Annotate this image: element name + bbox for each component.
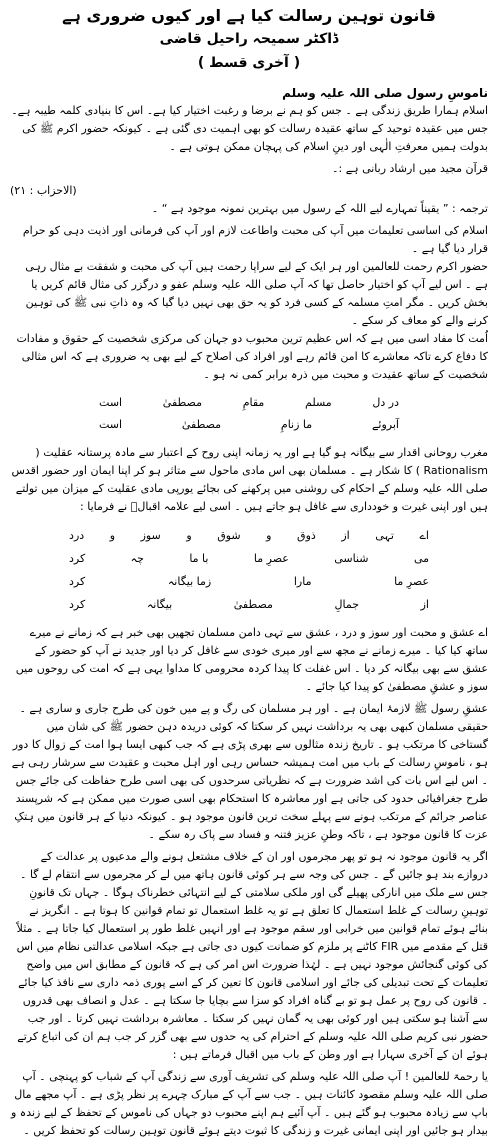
poem-word: بیگانہ	[146, 598, 173, 611]
paragraph: اے عشق و محبت اور سوز و درد ، عشق سے تہی دامن مسلمان تجھیں بھی خبر ہے کہ زمانے نے میرے ساتھ کیا کیا ۔ میرے زمانے نے مجھ سے اور میری خودی سے غافل کر دیا اور جدید نے آپ کو حضور کے عشق سے بھی بیگانہ کر دیا ۔ اس غفلت کا پیدا کردہ محرومی کا مداوا یہی ہے کہ امت کی روحوں میں سوز و عشقِ مصطفیٰ کو پیدا کیا جائے ۔	[15, 626, 488, 693]
paragraph: قرآن مجید میں ارشاد ربانی ہے :۔	[332, 162, 488, 175]
poem-word: و	[186, 529, 192, 542]
paragraph: مغرب روحانی اقدار سے بیگانہ ہو گیا ہے اور یہ زمانہ اپنی روح کے اعتبار سے مادہ پرستانہ عقلیت ( Rationalism ) کا شکار ہے ۔ مسلمان بھی اس مادی ماحول سے متاثر ہو کر اپنا ایمان اور حضور اقدس صلی اللہ علیہ وسلم کے احکام کی روشنی میں پرکھنے کی بجائے یورپی مادی عقلیت کے میزان میں تولتے ہیں اور اپنی غیرت و خودداری سے غافل ہو جاتے ہیں ۔ اسی لیے علامہ اقبالؒ نے فرمایا :	[11, 446, 488, 513]
poem-word: سوز	[140, 529, 161, 542]
poem-word: مارا	[293, 575, 312, 588]
poem-line	[69, 570, 429, 593]
poem-couplet	[99, 392, 399, 436]
poem-line	[69, 593, 429, 616]
poem-word: شوق	[217, 529, 241, 542]
poem-word: جمالِ	[334, 598, 360, 611]
poem-word: مصطفیٰ	[162, 396, 202, 409]
poem-word: مصطفیٰ	[233, 598, 273, 611]
paragraph: اسلام کی اساسی تعلیمات میں آپ کی محبت واطاعت لازم اور آپ کی فرمانی اور اذیت دہی کو حرام قرار دیا گیا ہے ۔	[22, 224, 488, 255]
poem-word: کرد	[69, 598, 86, 611]
paragraph: اسلام ہمارا طریق زندگی ہے ۔ جس کو ہم نے برضا و رغبت اختیار کیا ہے۔ اس کا بنیادی کلمہ طیبہ ہے۔ جس میں عقیدہ توحید کے ساتھ عقیدہ رسالت کو بھی اہمیت دی گئی ہے ۔ کیونکہ حضور اکرم ﷺ کی بدولت ہمیں معرفتِ الٰہی اور دینِ اسلام کی پہچان ممکن ہوتی ہے ۔	[11, 104, 488, 153]
poem-word: کرد	[69, 552, 86, 565]
poem-word: از	[420, 598, 429, 611]
poem-word: چہ	[130, 552, 144, 565]
poem-word: شناسی	[334, 552, 369, 565]
poem-word: با ما	[189, 552, 209, 565]
article-author: ڈاکٹر سمیحہ راحیل قاضی	[159, 31, 339, 47]
poem-word: تہی	[375, 529, 394, 542]
article-part-label: ( آخری قسط )	[197, 55, 301, 71]
poem-word: ما زنامِ	[280, 418, 313, 431]
paragraph: اگر یہ قانون موجود نہ ہو تو پھر مجرموں اور ان کے خلاف مشتعل ہونے والے مدعیوں پر عدالت کے دروازے بند ہو جائیں گے ۔ جس کی وجہ سے ہر کوئی قانون ہاتھ میں لے کر مجرموں سے انتقام لے گا ۔ جس سے ملک میں انارکی پھیلے گی اور ملکی سلامتی کے لیے انتہائی خطرناک ہوگا ۔ جہاں تک قانونِ توہینِ رسالت کے غلط استعمال کا تعلق ہے تو یہ غلط استعمال تو تمام قوانین کا ہوتا ہے ۔ انگریز نے بنائے ہوئے تمام قوانین میں خرابی اور سقم موجود ہے اور انہیں غلط طور پر استعمال کیا جاتا ہے ۔ مثلاً قتل کے مقدمے میں FIR کاٹنے پر ملزم کو ضمانت کیوں دی جاتی ہے جبکہ اسلامی عدالتی نظام میں اس کی کوئی گنجائش موجود نہیں ہے ۔ لہٰذا ضرورت اس امر کی ہے کہ قانون کے مطابق اس میں واضح تعلیمات کے تحت تبدیلی کی جائے اور اسلامی قانون کا تعین کر کے اسے پوری ذمہ داری سے نافذ کیا جائے ۔ قانون کی روح پر عمل ہو تو بے گناہ افراد کو سزا سے بچایا جا سکتا ہے ۔ عدل و انصاف بھی قدروں سے آشنا ہو سکتی ہیں اور کوئی بھی یہ گمان نہیں کر سکتا ۔ معاشرہ برداشت نہیں کرتا ۔ اور جب حضور نبی کریم صلی اللہ علیہ وسلم کے احترام کی یہ حدوں سے بھی گزر کر جب ہم ان کی اتباع کرتے ہوئے ان کے آخری سہارا ہے اور وطن کے باب میں اقبال فرماتے ہیں :	[16, 850, 488, 1061]
poem-word: مصطفیٰ	[181, 418, 222, 431]
poem-word: کرد	[69, 575, 86, 588]
poem-word: عصرِ ما	[253, 552, 289, 565]
poem-word: و	[266, 529, 272, 542]
poem-word: ذوق	[297, 529, 316, 542]
paragraph: حضور اکرم رحمت للعالمین اور ہر ایک کے لیے سراپا رحمت ہیں آپ کی محبت و شفقت بے مثال رہی ہے ۔ اس لیے آپ کو اختیار حاصل تھا کہ آپ صلی اللہ علیہ وسلم عفو و درگزر کی مثال قائم کریں یا بخش کریں ۔ مگر امتِ مسلمہ کے کسی فرد کو یہ حق بھی نہیں دیا گیا کہ وہ ذاتِ نبی ﷺ کی توہین کرنے والے کو معاف کر سکے ۔	[25, 260, 488, 327]
poem-word: زما بیگانہ	[167, 575, 212, 588]
paragraph: یا رحمۃ للعالمین ! آپ صلی اللہ علیہ وسلم کی تشریف آوری سے زندگی آپ کے شباب کو پہنچی ۔ آپ صلی اللہ علیہ وسلم مقصود کائنات ہیں ۔ جب سے آپ کے مبارک چہرے پر نظر پڑی ہے ۔ آپ مجھے مال باپ سے زیادہ محبوب ہو گئے ہیں ۔ آپ آئیے ہم اپنے محبوب دو جہاں کی ناموس کے تحفظ کے لیے زندہ و بیدار ہو جائیں اور اپنی ایمانی غیرت و زندگی کا ثبوت دیتے ہوئے قانون توہین رسالت کو تحفظ کریں ۔	[10, 1070, 488, 1137]
translation-paragraph: ترجمہ : ” یقیناً تمہارے لیے اللہ کے رسول میں بہترین نمونہ موجود ہے “ ۔	[151, 202, 488, 215]
poem-word: است	[99, 396, 123, 409]
poem-word: مقامِ	[242, 396, 265, 409]
poem-word: از	[341, 529, 350, 542]
poem-word: عصرِ ما	[394, 575, 429, 588]
poem-word: مسلم	[305, 396, 332, 409]
poem-word: می	[413, 552, 429, 565]
quran-reference: (الاحزاب : ۲۱)	[10, 184, 77, 197]
poem-word: اے	[419, 529, 429, 542]
poem-word: در دل	[372, 396, 399, 409]
poem-line	[69, 524, 429, 547]
section-heading: ناموسِ رسول صلی اللہ علیہ وسلم	[282, 86, 488, 100]
poem-line	[99, 392, 399, 414]
poem-line	[69, 547, 429, 570]
poem-word: درد	[69, 529, 85, 542]
paragraph: اُمت کا مفاد اسی میں ہے کہ اس عظیم ترین محبوب دو جہان کی مرکزی شخصیت کے حقوق و مفادات کا دفاع کرے تاکہ معاشرے کا امن قائم رہے اور افراد کی اصلاح کے لیے بھی یہ ضروری ہے کہ اس مثالی شخصیت کے ساتھ عقیدت و محبت میں ذرہ برابر کمی نہ ہو ۔	[16, 332, 488, 381]
poem-line	[99, 414, 399, 436]
paragraph: عشقِ رسول ﷺ لازمۂ ایمان ہے ۔ اور ہر مسلمان کی رگ و پے میں خون کی طرح جاری و ساری ہے ۔ حقیقی مسلمان کبھی بھی یہ برداشت نہیں کر سکتا کہ کوئی دریدہ دہن حضور ﷺ کی شان میں گستاخی کا مرتکب ہو ۔ تاریخ زندہ مثالوں سے بھری پڑی ہے کہ جب کبھی ایسا ہوا امت کے زوال کا دور ہو ، ناموسِ رسالت کے باب میں امت ہمیشہ حساس رہی اور اہل محبت و عقیدت سے سرشار رہی ہے ۔ اس لیے اس بات کی اشد ضرورت ہے کہ نظریاتی سرحدوں کی بھی اسی طرح حفاظت کی جائے جس طرح جغرافیائی حدود کی جاتی ہے اور معاشرہ کا استحکام بھی اسی صورت میں ممکن ہے کہ شرپسند عناصر جرائم کے مرتکب ہونے سے پہلے سخت ترین قانون موجود ہو ۔ کیونکہ دنیا کے ہر قانون میں ہتکِ عزت کا قانون موجود ہے ، تاکہ وطنِ عزیز فتنہ و فساد سے پاک رہ سکے ۔	[11, 702, 488, 841]
poem-word: و	[109, 529, 116, 542]
poem-word: است	[99, 418, 123, 431]
article-title: قانون توہین رسالت کیا ہے اور کیوں ضروری ہے	[62, 6, 436, 25]
poem-word: آبروئے	[371, 418, 399, 431]
poem-iqbal	[69, 524, 429, 616]
